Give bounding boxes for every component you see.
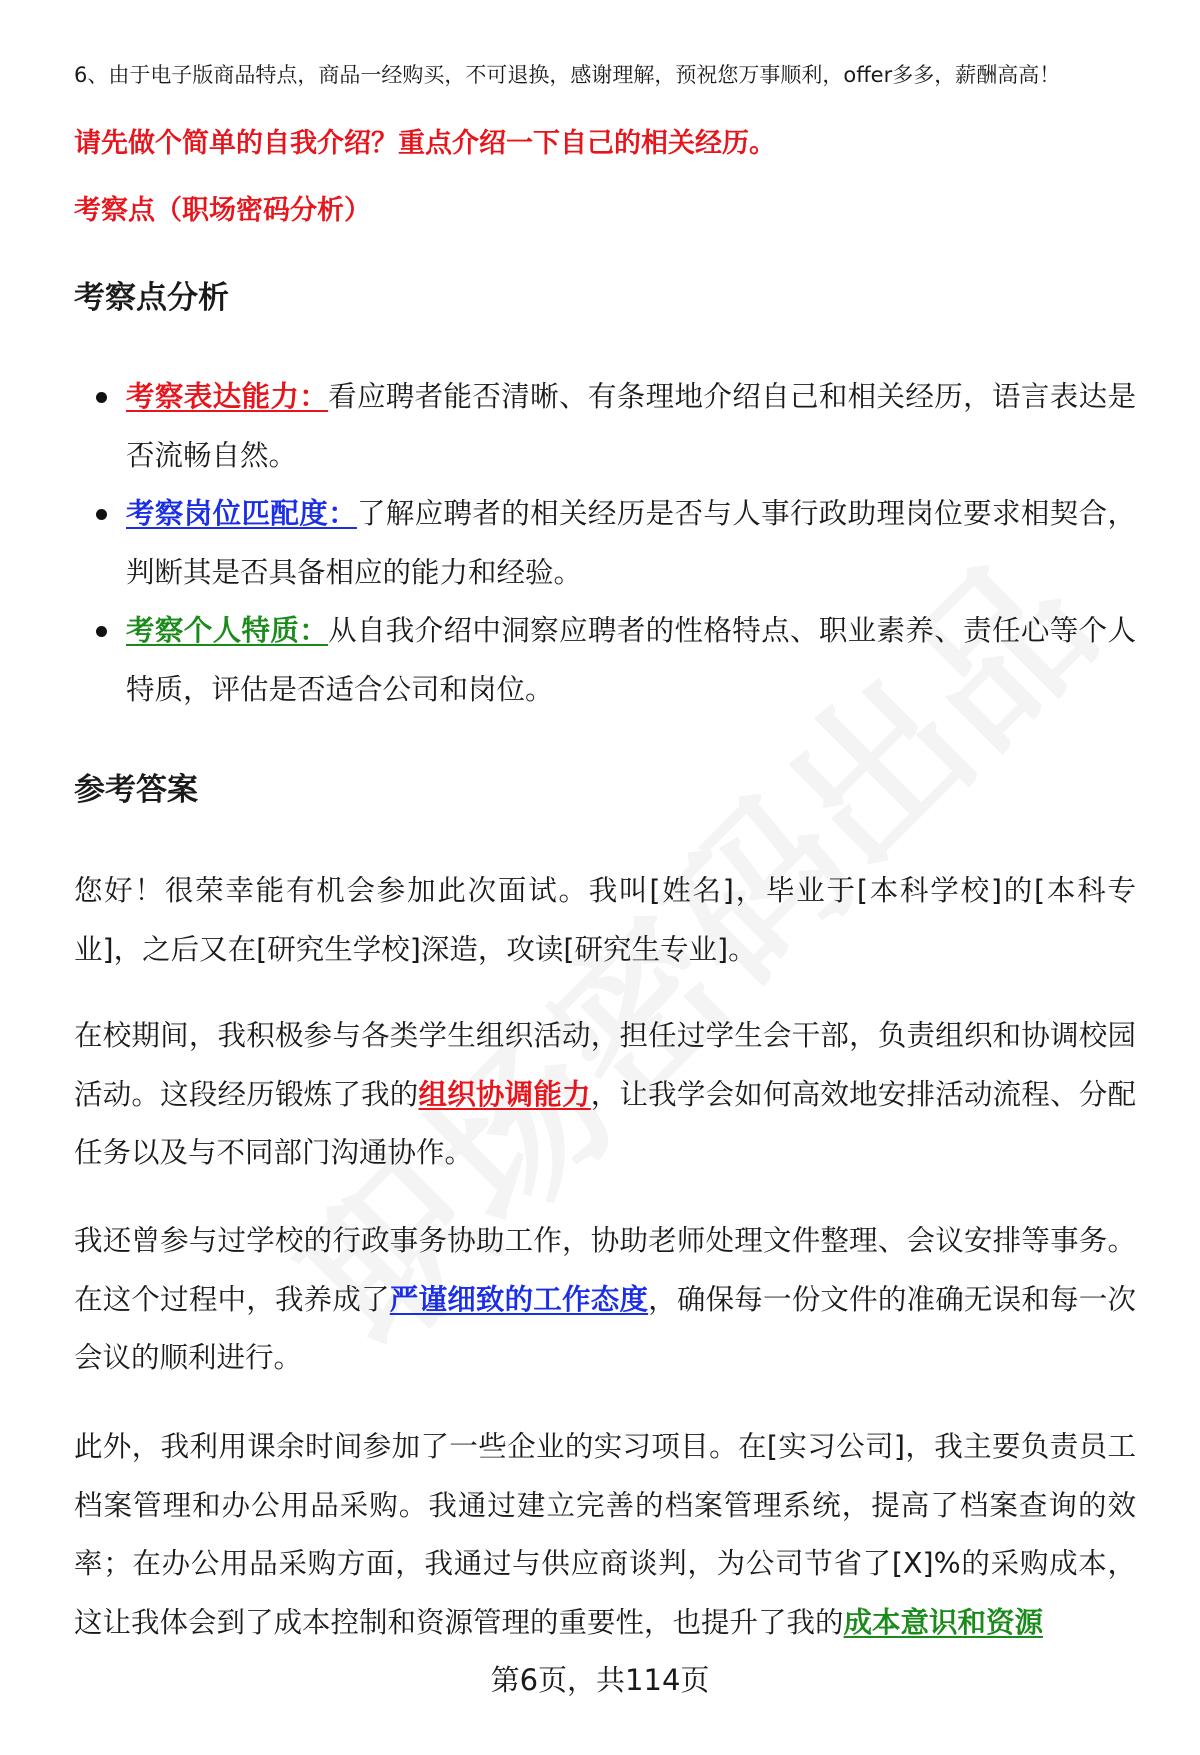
exam-point-title: 考察点（职场密码分析） bbox=[74, 195, 371, 226]
highlight: 严谨细致的工作态度 bbox=[389, 1282, 649, 1316]
bullet-dot-icon bbox=[96, 392, 107, 403]
highlight: 组织协调能力 bbox=[418, 1077, 591, 1111]
paragraph-text: ，确保每一份文件的准确无误和每一次会议的顺利进行。 bbox=[74, 1282, 1136, 1374]
purchase-notice: 6、由于电子版商品特点，商品一经购买，不可退换，感谢理解，预祝您万事顺利，offer多多，薪酬高高！ bbox=[74, 63, 1061, 87]
answer-paragraph bbox=[74, 862, 1136, 979]
list-item bbox=[74, 485, 1136, 602]
list-item bbox=[74, 602, 1136, 719]
paragraph-text: 在校期间，我积极参与各类学生组织活动，担任过学生会干部，负责组织和协调校园活动。这段经历锻炼了我的 bbox=[74, 1019, 1136, 1111]
analysis-heading: 考察点分析 bbox=[74, 280, 229, 316]
keyword: 考察岗位匹配度： bbox=[126, 497, 357, 530]
item-text: 从自我介绍中洞察应聘者的性格特点、职业素养、责任心等个人特质，评估是否适合公司和岗位。 bbox=[126, 614, 1136, 706]
item-text: 看应聘者能否清晰、有条理地介绍自己和相关经历，语言表达是否流畅自然。 bbox=[126, 380, 1136, 472]
keyword: 考察表达能力： bbox=[126, 380, 329, 413]
bullet-dot-icon bbox=[96, 626, 107, 637]
answer-paragraph bbox=[74, 1418, 1136, 1652]
page-number: 第6页，共114页 bbox=[490, 1663, 710, 1697]
bullet-dot-icon bbox=[96, 509, 107, 520]
interview-question: 请先做个简单的自我介绍？重点介绍一下自己的相关经历。 bbox=[74, 128, 776, 159]
paragraph-text: 此外，我利用课余时间参加了一些企业的实习项目。在[实习公司]，我主要负责员工档案管理和办公用品采购。我通过建立完善的档案管理系统，提高了档案查询的效率；在办公用品采购方面，我通过与供应商谈判，为公司节省了[X]%的采购成本，这让我体会到了成本控制和资源管理的重要性，也提升了我的 bbox=[74, 1430, 1136, 1639]
answer-paragraph bbox=[74, 1007, 1136, 1183]
paragraph-text: ，让我学会如何高效地安排活动流程、分配任务以及与不同部门沟通协作。 bbox=[74, 1077, 1136, 1169]
highlight: 成本意识和资源 bbox=[843, 1605, 1044, 1639]
answer-paragraph bbox=[74, 1212, 1136, 1388]
paragraph-text: 您好！很荣幸能有机会参加此次面试。我叫[姓名]，毕业于[本科学校]的[本科专业]，之后又在[研究生学校]深造，攻读[研究生专业]。 bbox=[74, 874, 1136, 966]
item-text: 了解应聘者的相关经历是否与人事行政助理岗位要求相契合，判断其是否具备相应的能力和经验。 bbox=[126, 497, 1136, 589]
answer-heading: 参考答案 bbox=[74, 772, 198, 808]
paragraph-text: 我还曾参与过学校的行政事务协助工作，协助老师处理文件整理、会议安排等事务。在这个过程中，我养成了 bbox=[74, 1224, 1136, 1316]
list-item bbox=[74, 368, 1136, 485]
analysis-list bbox=[74, 368, 1136, 719]
keyword: 考察个人特质： bbox=[126, 614, 329, 647]
